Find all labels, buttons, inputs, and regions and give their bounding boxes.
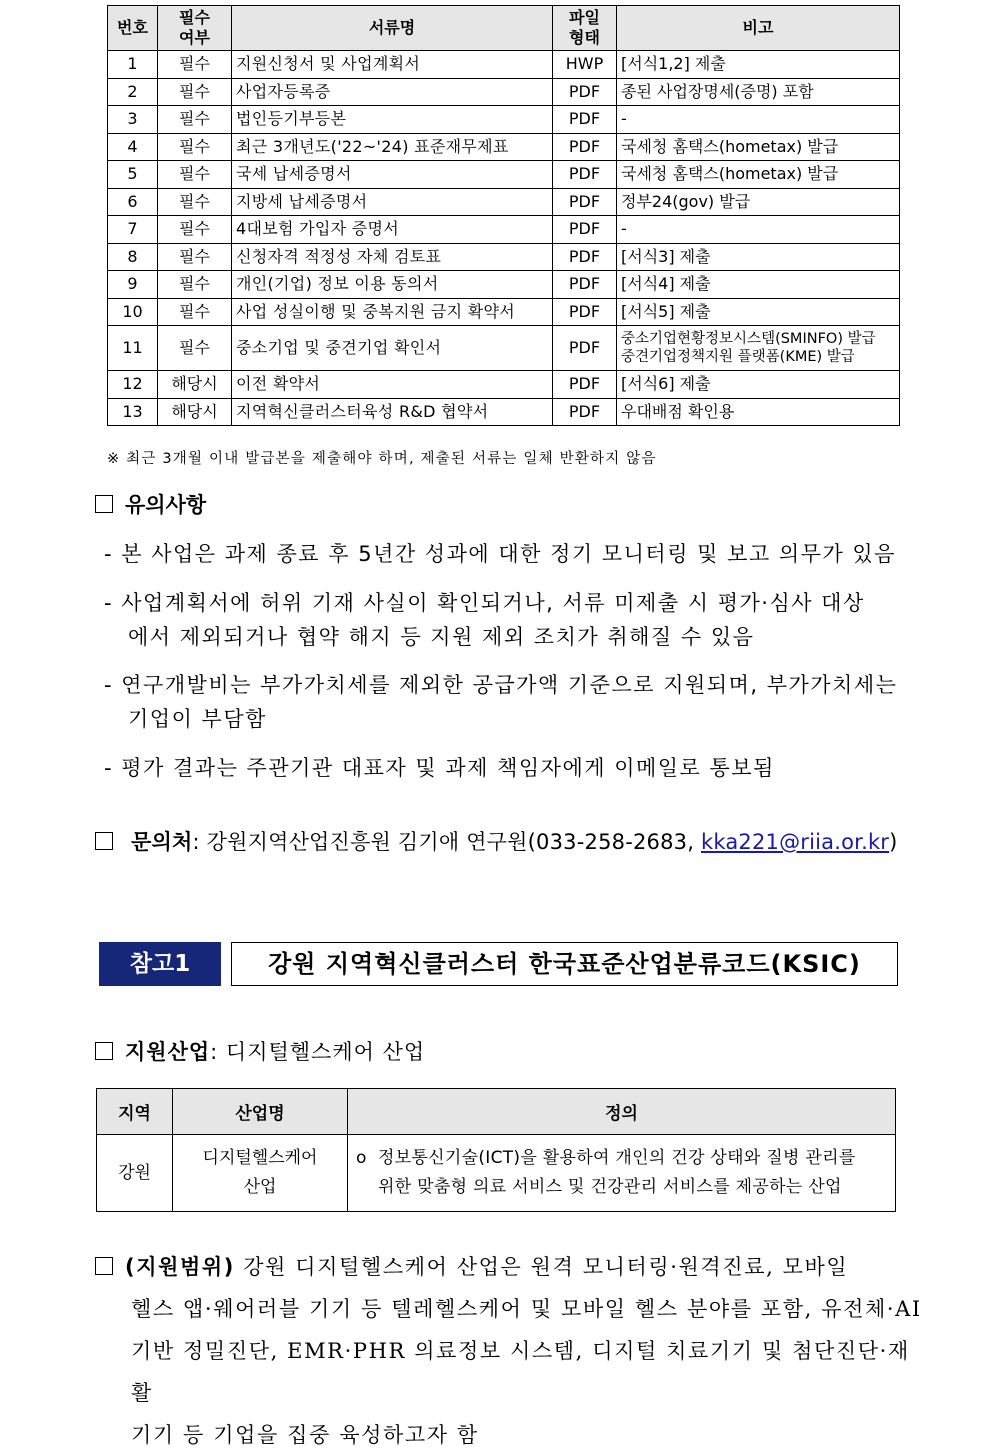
definition-line2: 위한 맞춤형 의료 서비스 및 건강관리 서비스를 제공하는 산업 <box>378 1177 842 1197</box>
cell-note: 국세청 홈택스(hometax) 발급 <box>617 161 900 189</box>
table-row <box>108 371 900 399</box>
cell-required: 필수 <box>158 216 232 244</box>
cell-document-name: 국세 납세증명서 <box>232 161 553 189</box>
cell-file-type: PDF <box>553 271 617 299</box>
cell-note: 정부24(gov) 발급 <box>617 188 900 216</box>
cell-required: 필수 <box>158 326 232 371</box>
scope-line2: 헬스 앱·웨어러블 기기 등 텔레헬스케어 및 모바일 헬스 분야를 포함, 유전체·AI <box>131 1297 922 1321</box>
cell-required: 해당시 <box>158 371 232 399</box>
cell-file-type: PDF <box>553 326 617 371</box>
cell-number: 3 <box>108 106 158 134</box>
caution-item-2-line1: - 사업계획서에 허위 기재 사실이 확인되거나, 서류 미제출 시 평가·심사 대상 <box>104 591 865 615</box>
caution-item <box>104 586 920 654</box>
cell-required: 필수 <box>158 243 232 271</box>
caution-item-3-line2: 기업이 부담함 <box>128 707 267 731</box>
contact-email-link[interactable]: kka221@riia.or.kr <box>700 830 890 854</box>
cell-file-type: PDF <box>553 216 617 244</box>
scope-line1: 강원 디지털헬스케어 산업은 원격 모니터링·원격진료, 모바일 <box>234 1255 849 1279</box>
cell-required: 필수 <box>158 78 232 106</box>
table-row <box>108 106 900 134</box>
table-row <box>108 243 900 271</box>
cell-file-type: PDF <box>553 106 617 134</box>
cell-number: 6 <box>108 188 158 216</box>
support-industry-label: 지원산업 <box>125 1040 211 1064</box>
cell-file-type: PDF <box>553 133 617 161</box>
caution-item <box>104 537 920 571</box>
cell-number: 13 <box>108 398 158 426</box>
header-industry-name: 산업명 <box>173 1089 348 1135</box>
checkbox-square-icon <box>95 1042 113 1060</box>
cell-file-type: HWP <box>553 51 617 79</box>
scope-label: (지원범위) <box>125 1255 235 1279</box>
support-industry-line <box>95 1036 425 1066</box>
note-line2: 중견기업정책지원 플랫폼(KME) 발급 <box>621 349 855 365</box>
note-line1: 중소기업현황정보시스템(SMINFO) 발급 <box>621 331 876 347</box>
cell-document-name: 이전 확약서 <box>232 371 553 399</box>
definition-line1: 정보통신기술(ICT)을 활용하여 개인의 건강 상태와 질병 관리를 <box>378 1148 856 1168</box>
cell-document-name: 중소기업 및 중견기업 확인서 <box>232 326 553 371</box>
cell-document-name: 지원신청서 및 사업계획서 <box>232 51 553 79</box>
cell-file-type: PDF <box>553 298 617 326</box>
cell-file-type: PDF <box>553 243 617 271</box>
cell-file-type: PDF <box>553 398 617 426</box>
caution-item-3-line1: - 연구개발비는 부가가치세를 제외한 공급가액 기준으로 지원되며, 부가가치세는 <box>104 673 898 697</box>
cell-note: [서식4] 제출 <box>617 271 900 299</box>
cell-number: 7 <box>108 216 158 244</box>
header-region: 지역 <box>97 1089 173 1135</box>
cell-note: - <box>617 216 900 244</box>
scope-line3: 기반 정밀진단, EMR·PHR 의료정보 시스템, 디지털 치료기기 및 첨단진단·재활 <box>131 1339 910 1405</box>
cell-document-name: 법인등기부등본 <box>232 106 553 134</box>
table-row <box>108 188 900 216</box>
cell-document-name: 지방세 납세증명서 <box>232 188 553 216</box>
bullet-o: o <box>356 1148 367 1168</box>
table-row <box>108 398 900 426</box>
cell-document-name: 사업자등록증 <box>232 78 553 106</box>
header-required: 필수 여부 <box>158 6 232 51</box>
table-row <box>108 133 900 161</box>
cell-required: 필수 <box>158 106 232 134</box>
cell-number: 4 <box>108 133 158 161</box>
cell-number: 2 <box>108 78 158 106</box>
cell-note: 우대배점 확인용 <box>617 398 900 426</box>
checkbox-square-icon <box>95 495 113 513</box>
cell-document-name: 사업 성실이행 및 중복지원 금지 확약서 <box>232 298 553 326</box>
header-file-type: 파일 형태 <box>553 6 617 51</box>
header-document-name: 서류명 <box>232 6 553 51</box>
caution-item <box>104 668 920 736</box>
cell-document-name: 최근 3개년도('22~'24) 표준재무제표 <box>232 133 553 161</box>
header-note: 비고 <box>617 6 900 51</box>
reference-title: 강원 지역혁신클러스터 한국표준산업분류코드(KSIC) <box>231 942 898 986</box>
industry-table <box>96 1088 896 1212</box>
cell-definition <box>348 1135 896 1212</box>
industry-name-line1: 디지털헬스케어 <box>202 1148 318 1168</box>
header-number: 번호 <box>108 6 158 51</box>
checkbox-square-icon <box>95 832 113 850</box>
cell-file-type: PDF <box>553 161 617 189</box>
cell-note: [서식5] 제출 <box>617 298 900 326</box>
cell-file-type: PDF <box>553 188 617 216</box>
cell-number: 5 <box>108 161 158 189</box>
table-row <box>108 326 900 371</box>
contact-text: : 강원지역산업진흥원 김기애 연구원(033-258-2683, <box>192 830 701 854</box>
cell-number: 12 <box>108 371 158 399</box>
cell-industry-name <box>173 1135 348 1212</box>
contact-close: ) <box>889 830 898 854</box>
cell-note: 국세청 홈택스(hometax) 발급 <box>617 133 900 161</box>
caution-item-1-line1: - 본 사업은 과제 종료 후 5년간 성과에 대한 정기 모니터링 및 보고 의무가 있음 <box>104 542 896 566</box>
cell-required: 해당시 <box>158 398 232 426</box>
cell-required: 필수 <box>158 298 232 326</box>
cell-number: 1 <box>108 51 158 79</box>
cell-note: - <box>617 106 900 134</box>
industry-row <box>97 1135 896 1212</box>
support-scope-paragraph <box>95 1246 922 1456</box>
cell-number: 9 <box>108 271 158 299</box>
cell-region: 강원 <box>97 1135 173 1212</box>
cell-note: 종된 사업장명세(증명) 포함 <box>617 78 900 106</box>
table-row <box>108 216 900 244</box>
caution-item-2-line2: 에서 제외되거나 협약 해지 등 지원 제외 조치가 취해질 수 있음 <box>128 625 755 649</box>
footnote: ※ 최근 3개월 이내 발급본을 제출해야 하며, 제출된 서류는 일체 반환하지 않음 <box>107 451 657 467</box>
scope-line4: 기기 등 기업을 집중 육성하고자 함 <box>131 1423 479 1447</box>
caution-item <box>104 751 920 785</box>
cell-required: 필수 <box>158 133 232 161</box>
table-row <box>108 161 900 189</box>
contact-line <box>95 826 898 856</box>
support-industry-value: : 디지털헬스케어 산업 <box>210 1040 426 1064</box>
industry-name-line2: 산업 <box>243 1177 277 1197</box>
caution-item-4-line1: - 평가 결과는 주관기관 대표자 및 과제 책임자에게 이메일로 통보됨 <box>104 756 775 780</box>
cell-required: 필수 <box>158 161 232 189</box>
caution-title: 유의사항 <box>125 493 207 517</box>
header-definition: 정의 <box>348 1089 896 1135</box>
cell-note: [서식3] 제출 <box>617 243 900 271</box>
reference-tag: 참고1 <box>99 942 221 986</box>
cell-required: 필수 <box>158 51 232 79</box>
cell-document-name: 개인(기업) 정보 이용 동의서 <box>232 271 553 299</box>
industry-header-row <box>97 1089 896 1135</box>
cell-number: 11 <box>108 326 158 371</box>
table-row <box>108 51 900 79</box>
cell-required: 필수 <box>158 271 232 299</box>
caution-heading <box>95 489 206 519</box>
cell-document-name: 4대보험 가입자 증명서 <box>232 216 553 244</box>
cell-file-type: PDF <box>553 371 617 399</box>
contact-label: 문의처 <box>131 830 193 854</box>
cell-note: [서식1,2] 제출 <box>617 51 900 79</box>
cell-note <box>617 326 900 371</box>
cell-required: 필수 <box>158 188 232 216</box>
cell-file-type: PDF <box>553 78 617 106</box>
required-documents-table <box>107 5 900 426</box>
cell-number: 8 <box>108 243 158 271</box>
cell-note: [서식6] 제출 <box>617 371 900 399</box>
cell-number: 10 <box>108 298 158 326</box>
table-row <box>108 298 900 326</box>
checkbox-square-icon <box>95 1257 113 1275</box>
table-row <box>108 78 900 106</box>
cell-document-name: 신청자격 적정성 자체 검토표 <box>232 243 553 271</box>
table-header-row <box>108 6 900 51</box>
cell-document-name: 지역혁신클러스터육성 R&D 협약서 <box>232 398 553 426</box>
table-row <box>108 271 900 299</box>
